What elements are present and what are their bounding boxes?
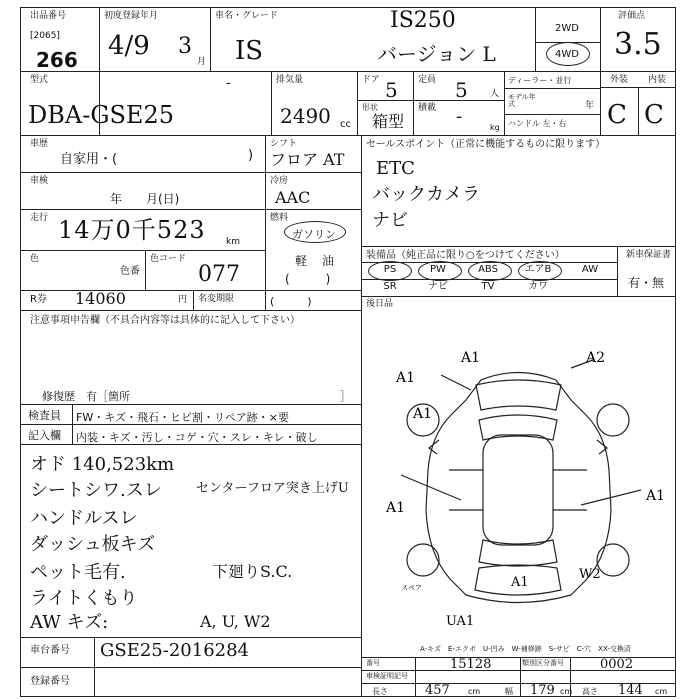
ac-value: AAC — [275, 188, 311, 207]
month-unit: 月 — [197, 57, 207, 67]
damage-legend: A-キズ E-エクボ U-凹み W-補修跡 S-サビ C-穴 XX-交換済 — [420, 645, 631, 653]
car-damage-diagram — [361, 340, 676, 625]
name-grade-label: 車名・グレード — [215, 11, 279, 21]
damage-mark-8: W2 — [579, 567, 601, 582]
mileage-label: 走行 — [30, 213, 49, 223]
equip-aw: AW — [581, 264, 599, 275]
number-label: 番号 — [366, 659, 380, 667]
exterior-value: C — [607, 100, 627, 130]
lot-small: [2065] — [30, 31, 60, 41]
dealer-label: ディーラー・並行 — [508, 76, 572, 85]
color-code-value: 077 — [198, 262, 240, 287]
drive-4wd: 4WD — [555, 49, 579, 60]
history-close: ) — [248, 148, 254, 163]
length-unit: cm — [468, 687, 481, 696]
damage-mark-5: A1 — [386, 500, 406, 516]
interior-value: C — [644, 100, 664, 130]
fuel-light: 軽 — [295, 254, 308, 268]
width-unit: cm — [560, 687, 573, 696]
damage-mark-9: UA1 — [446, 614, 475, 625]
equip-ps: PS — [383, 264, 397, 275]
equip-pw: PW — [430, 264, 446, 275]
class-value: 0002 — [600, 657, 634, 672]
model-year-label: モデル年式 — [508, 93, 536, 108]
capacity-label: 定員 — [418, 75, 437, 85]
color-label: 色 — [30, 254, 40, 264]
ac-label: 冷房 — [270, 176, 289, 186]
model-label: 型式 — [30, 75, 49, 85]
remark-2: シートシワ.スレ — [30, 480, 162, 501]
handle-label: ハンドル 左・右 — [508, 119, 567, 128]
inspector-label: 検査員 — [28, 409, 61, 422]
width-label: 幅 — [505, 687, 513, 696]
sales-item-1: ETC — [376, 158, 415, 179]
recycle-label: R券 — [30, 294, 47, 305]
displacement-label: 排気量 — [276, 75, 304, 85]
equip-leather: カワ — [528, 281, 548, 292]
remark-4: ダッシュ板キズ — [30, 534, 156, 555]
history-label: 車歴 — [30, 139, 49, 149]
fuel-circle — [284, 221, 346, 243]
width-value: 179 — [530, 683, 555, 698]
recycle-value: 14060 — [75, 289, 126, 308]
lot-number: 266 — [36, 48, 78, 72]
height-unit: cm — [655, 687, 668, 696]
fuel-label: 燃料 — [270, 213, 289, 223]
chassis-value: GSE25-2016284 — [100, 640, 250, 661]
year-unit: 年 — [585, 101, 595, 111]
grade: バージョン L — [377, 42, 496, 66]
model-value: DBA-GSE25 — [28, 101, 174, 129]
shape-value: 箱型 — [372, 112, 405, 131]
lot-label: 出品番号 — [30, 11, 67, 21]
shape-label: 形状 — [362, 103, 378, 112]
color-code-label: 色コード — [150, 254, 187, 264]
inspection-label: 車検 — [30, 176, 49, 186]
sales-item-3: ナビ — [372, 210, 408, 231]
equip-abs: ABS — [478, 264, 498, 275]
chassis-label: 車台番号 — [30, 645, 70, 656]
capacity-value: 5 — [455, 78, 468, 102]
damage-mark-4: A1 — [413, 406, 433, 422]
drive-2wd: 2WD — [555, 23, 579, 34]
person-unit: 人 — [490, 89, 500, 99]
reg-limit-value: ( ) — [270, 295, 312, 308]
warranty-label: 新車保証書 — [626, 250, 672, 260]
back-seat-label: 後日品 — [366, 299, 394, 309]
displacement-value: 2490 — [280, 104, 331, 128]
number-value: 15128 — [450, 657, 492, 672]
model-dash: - — [226, 75, 231, 91]
damage-mark-3: A2 — [586, 350, 606, 366]
sales-label: セールスポイント（正常に機能するものに限ります） — [366, 139, 606, 150]
notes-label: 注意事項申告欄（不具合内容等は具体的に記入して下さい） — [30, 315, 300, 326]
right-note-1: センターフロア突き上げU — [196, 481, 349, 496]
drive-4wd-circle — [546, 42, 590, 66]
reg-limit-label: 名変期限 — [198, 294, 235, 304]
class-label: 類別区分番号 — [522, 659, 564, 667]
height-label: 高さ — [582, 687, 598, 696]
length-value: 457 — [425, 683, 450, 698]
interior-label: 内装 — [648, 75, 667, 85]
damage-mark-7: A1 — [511, 575, 529, 590]
reg-cert-label: 車検証明記号 — [366, 672, 408, 680]
cc-unit: cc — [340, 119, 351, 130]
damage-mark-1: A1 — [461, 350, 481, 366]
shift-value: フロア AT — [270, 150, 345, 169]
doors-label: ドア — [362, 75, 380, 85]
shift-label: シフト — [270, 139, 298, 149]
equip-sr: SR — [383, 281, 397, 292]
equip-tv: TV — [481, 281, 495, 292]
remark-1: オド 140,523km — [30, 454, 175, 475]
equip-airbag: エアB — [524, 264, 552, 275]
car-name: IS — [235, 36, 264, 66]
grade-top: IS250 — [390, 8, 456, 33]
spare-label: スペア — [401, 584, 422, 592]
load-label: 積載 — [418, 103, 437, 113]
length-label: 長さ — [372, 687, 388, 696]
repair-label: 修復歴 有［箇所 — [42, 390, 130, 403]
yen-unit: 円 — [178, 295, 188, 305]
color-number-label: 色番 — [120, 266, 140, 277]
right-note-3: A, U, W2 — [200, 612, 271, 631]
first-reg-year: 4/9 — [108, 31, 150, 61]
repair-close: ］ — [340, 390, 351, 403]
fuel-value: ガソリン — [292, 228, 336, 241]
fuel-diesel: 油 — [322, 254, 335, 268]
height-value: 144 — [618, 683, 643, 698]
history-value: 自家用・( — [60, 152, 118, 167]
doors-value: 5 — [385, 78, 398, 102]
sales-item-2: バックカメラ — [372, 184, 480, 205]
remark-3: ハンドルスレ — [30, 508, 138, 529]
first-reg-label: 初度登録年月 — [104, 11, 159, 21]
warranty-value: 有・無 — [628, 276, 665, 290]
inspector-row1: FW・キズ・飛石・ヒビ割・リペア跡・×要 — [76, 411, 289, 424]
kg-unit: kg — [490, 123, 500, 132]
inspection-value: 年 月(日) — [110, 192, 180, 206]
equipment-label: 装備品（純正品に限り○をつけてください） — [366, 250, 565, 261]
right-note-2: 下廻りS.C. — [212, 562, 293, 581]
exterior-label: 外装 — [610, 75, 629, 85]
remark-6: ライトくもり — [30, 588, 138, 609]
remark-7: AW キズ: — [30, 612, 109, 633]
km-unit: km — [226, 237, 240, 247]
reg-label: 登録番号 — [30, 676, 70, 687]
damage-mark-6: A1 — [646, 488, 666, 504]
first-reg-month: 3 — [178, 34, 192, 59]
score-label: 評価点 — [618, 11, 646, 21]
score: 3.5 — [614, 27, 662, 62]
writer-label: 記入欄 — [28, 429, 61, 442]
damage-mark-2: A1 — [396, 370, 416, 386]
mileage-value: 14万0千523 — [58, 216, 206, 244]
remark-5: ペット毛有. — [30, 562, 126, 583]
equip-navi: ナビ — [428, 281, 448, 292]
inspector-row2: 内装・キズ・汚し・コゲ・穴・スレ・キレ・破し — [76, 431, 318, 444]
load-value: - — [456, 106, 463, 127]
